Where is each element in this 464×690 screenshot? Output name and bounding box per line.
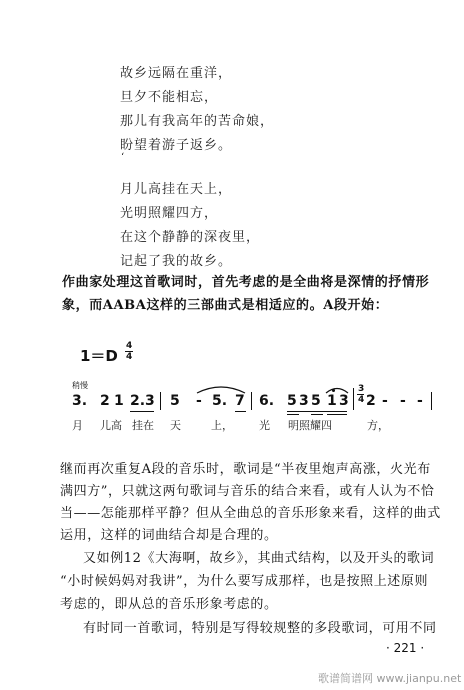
poem-line: 记起了我的故乡。: [120, 254, 233, 269]
beat-underline: [235, 411, 246, 412]
slur: [195, 383, 247, 395]
note: 1: [114, 393, 124, 409]
poem-line: 在这个静静的深夜里，: [120, 230, 261, 245]
beat-underline: [130, 411, 154, 412]
note: 2: [100, 393, 110, 409]
poem-line: 月儿高挂在天上，: [120, 182, 233, 197]
text-line: 运用，这样的词曲结合却是合理的。: [60, 528, 278, 543]
note: 1: [327, 393, 337, 409]
poem-line: 盼望着游子返乡。: [120, 138, 233, 153]
note: 3: [339, 393, 349, 409]
text-line: 作曲家处理这首歌词时，首先考虑的是全曲将是深情的抒情形: [62, 275, 430, 290]
time-change-bottom: 4: [358, 395, 365, 405]
time-signature-top: 4: [126, 341, 133, 351]
beat-underline: [311, 414, 323, 415]
note: 3: [299, 393, 309, 409]
text-line: 考虑的，即从总的音乐形象考虑的。: [60, 597, 278, 612]
text-line: 象，而AABA这样的三部曲式是相适应的。A段开始：: [62, 298, 389, 313]
time-change-top: 3: [358, 384, 365, 394]
lyric: 明照耀四: [288, 419, 332, 432]
lyric: 上，: [211, 419, 233, 432]
note: -: [400, 393, 406, 409]
note: 5: [287, 393, 297, 409]
text-line: 继而再次重复A段的音乐时，歌词是“半夜里炮声高涨，火光布: [60, 462, 431, 477]
slur: [324, 384, 350, 394]
text-line: 又如例12《大海啊，故乡》，其曲式结构，以及开头的歌词: [83, 551, 435, 566]
text-line: 有时同一首歌词，特别是写得较规整的多段歌词，可用不同: [83, 621, 437, 636]
text-line: “小时候妈妈对我讲”，为什么要写成那样，也是按照上述原则: [60, 574, 429, 589]
note: -: [382, 393, 388, 409]
note: 7: [235, 393, 245, 409]
page-number: · 221 ·: [386, 641, 425, 655]
text-line: 满四方”，只就这两句歌词与音乐的结合来看，或有人认为不恰: [60, 484, 435, 499]
note: 3.: [72, 393, 88, 409]
beat-underline: [287, 411, 347, 412]
note: 5: [311, 393, 321, 409]
note: -: [196, 393, 202, 409]
note: 6.: [259, 393, 275, 409]
lyric: 儿高: [100, 419, 122, 432]
poem-line: 那儿有我高年的苦命娘，: [120, 114, 275, 129]
tempo-mark: 稍慢: [72, 381, 88, 390]
time-signature-bottom: 4: [126, 352, 133, 362]
text-line: 当——怎能那样平静？但从全曲总的音乐形象来看，这样的曲式: [60, 506, 441, 521]
lyric: 光: [259, 419, 270, 432]
watermark: 歌谱简谱网 www.jianpu.net: [318, 672, 462, 685]
beat-underline: [327, 414, 347, 415]
lyric: 挂在: [132, 419, 154, 432]
lyric: 月: [72, 419, 83, 432]
note: 2.: [130, 393, 146, 409]
note: 5: [170, 393, 180, 409]
key-signature: 1＝D: [80, 347, 118, 365]
lyric: 天: [170, 419, 181, 432]
note: -: [417, 393, 423, 409]
poem-line: 故乡远隔在重洋，: [120, 66, 233, 81]
note: 2: [366, 393, 376, 409]
note: 3: [145, 393, 155, 409]
beat-underline: [287, 414, 299, 415]
poem-line: 光明照耀四方，: [120, 206, 219, 221]
lyric: 方，: [367, 419, 389, 432]
note: 5.: [212, 393, 228, 409]
stray-mark: ‘: [121, 152, 126, 163]
poem-line: 旦夕不能相忘，: [120, 90, 219, 105]
